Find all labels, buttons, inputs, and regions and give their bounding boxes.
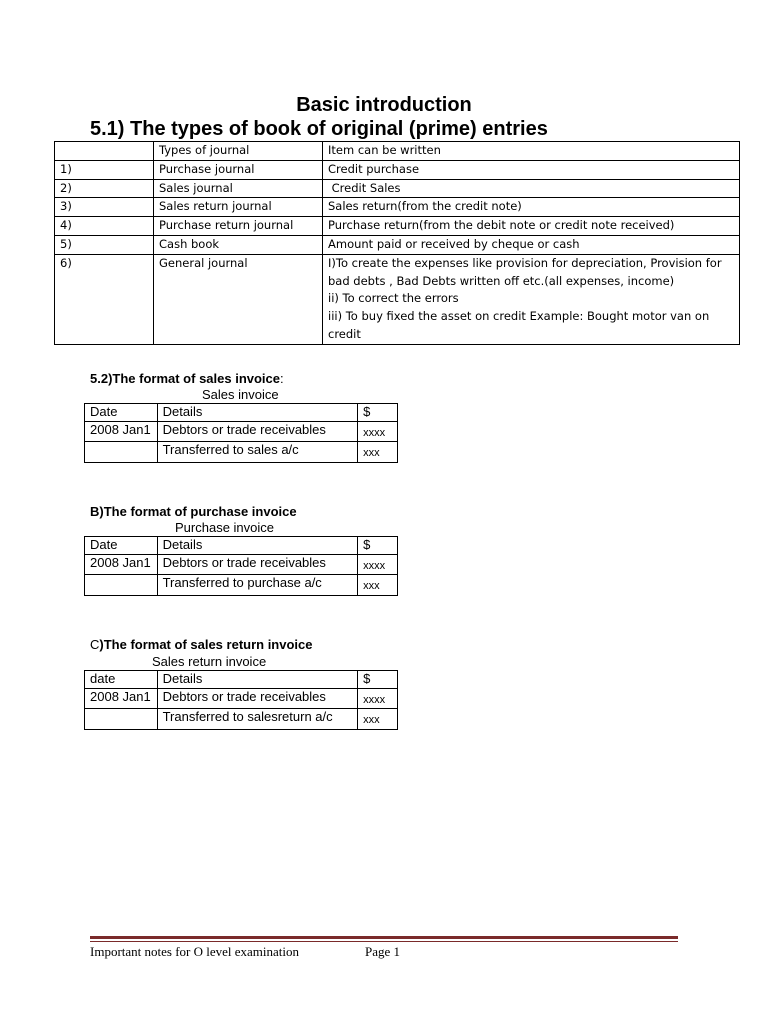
table-row: [85, 421, 398, 442]
table-row: [85, 575, 398, 596]
journal-items: [323, 254, 740, 344]
amount-cell: xxxx: [358, 421, 398, 442]
details-cell: Debtors or trade receivables: [157, 421, 357, 442]
table-row: [55, 235, 740, 254]
journal-type: Purchase journal: [154, 160, 323, 179]
journal-type: Sales journal: [154, 179, 323, 198]
heading-suffix: :: [280, 371, 284, 386]
journal-items: Amount paid or received by cheque or cash: [323, 235, 740, 254]
table-header-row: [55, 142, 740, 161]
heading-prefix: C: [90, 637, 100, 652]
header-cell: $: [358, 671, 398, 689]
header-cell: date: [85, 671, 158, 689]
footer-text: Important notes for O level examination: [90, 944, 300, 959]
journal-types-table: [54, 141, 740, 345]
journal-items: Purchase return(from the debit note or credit note received): [323, 217, 740, 236]
amount-cell: xxxx: [358, 688, 398, 709]
date-cell: 2008 Jan1: [85, 421, 158, 442]
heading-text: 5.2)The format of sales invoice: [90, 371, 281, 386]
journal-items: Credit Sales: [323, 179, 740, 198]
amount-cell: xxx: [358, 575, 398, 596]
table-row: [55, 179, 740, 198]
table-header-row: [85, 404, 398, 422]
row-number: 3): [55, 198, 154, 217]
table-row: [55, 217, 740, 236]
header-cell: Date: [85, 537, 158, 555]
date-cell: [85, 709, 158, 730]
journal-item-line: I)To create the expenses like provision for depreciation, Provision for bad debts , Bad Debts written off etc.(all expenses, income): [328, 255, 722, 288]
invoice-caption: Sales return invoice: [152, 654, 267, 669]
header-cell: Item can be written: [323, 142, 740, 161]
row-number: 2): [55, 179, 154, 198]
row-number: 4): [55, 217, 154, 236]
date-cell: [85, 442, 158, 463]
header-cell: [55, 142, 154, 161]
invoice-caption: Sales invoice: [202, 387, 279, 402]
footer-rule-thick: [90, 936, 678, 939]
table-row: [55, 198, 740, 217]
page-number: Page 1: [365, 944, 401, 959]
table-row: [55, 254, 740, 344]
header-cell: Date: [85, 404, 158, 422]
document-title: Basic introduction: [296, 94, 472, 116]
row-number: 5): [55, 235, 154, 254]
header-cell: Details: [157, 671, 357, 689]
table-row: [85, 709, 398, 730]
purchase-invoice-table: [84, 536, 398, 596]
header-cell: Details: [157, 537, 357, 555]
table-row: [55, 160, 740, 179]
amount-cell: xxx: [358, 442, 398, 463]
sales-return-invoice-table: [84, 670, 398, 730]
table-header-row: [85, 671, 398, 689]
section-heading-sales-invoice: [90, 371, 284, 387]
details-cell: Transferred to purchase a/c: [157, 575, 357, 596]
row-number: 6): [55, 254, 154, 344]
invoice-caption: Purchase invoice: [175, 520, 274, 535]
row-number: 1): [55, 160, 154, 179]
header-cell: Details: [157, 404, 357, 422]
journal-item-line: iii) To buy fixed the asset on credit Example: Bought motor van on credit: [328, 309, 710, 341]
details-cell: Debtors or trade receivables: [157, 554, 357, 575]
heading-text: )The format of sales return invoice: [99, 637, 313, 652]
journal-type: General journal: [154, 254, 323, 344]
header-cell: Types of journal: [154, 142, 323, 161]
details-cell: Debtors or trade receivables: [157, 688, 357, 709]
header-cell: $: [358, 537, 398, 555]
details-cell: Transferred to sales a/c: [157, 442, 357, 463]
header-cell: $: [358, 404, 398, 422]
table-row: [85, 442, 398, 463]
journal-items: Sales return(from the credit note): [323, 198, 740, 217]
details-cell: Transferred to salesreturn a/c: [157, 709, 357, 730]
amount-cell: xxxx: [358, 554, 398, 575]
table-header-row: [85, 537, 398, 555]
date-cell: [85, 575, 158, 596]
section-heading-types-of-books: 5.1) The types of book of original (prime) entries: [90, 118, 548, 140]
section-heading-purchase-invoice: B)The format of purchase invoice: [90, 504, 297, 519]
journal-item-line: ii) To correct the errors: [328, 291, 459, 306]
journal-type: Purchase return journal: [154, 217, 323, 236]
section-heading-sales-return-invoice: [90, 637, 313, 653]
journal-type: Cash book: [154, 235, 323, 254]
sales-invoice-table: [84, 403, 398, 463]
footer-rule-thin: [90, 941, 678, 942]
date-cell: 2008 Jan1: [85, 554, 158, 575]
amount-cell: xxx: [358, 709, 398, 730]
table-row: [85, 688, 398, 709]
table-row: [85, 554, 398, 575]
journal-type: Sales return journal: [154, 198, 323, 217]
journal-items: Credit purchase: [323, 160, 740, 179]
date-cell: 2008 Jan1: [85, 688, 158, 709]
